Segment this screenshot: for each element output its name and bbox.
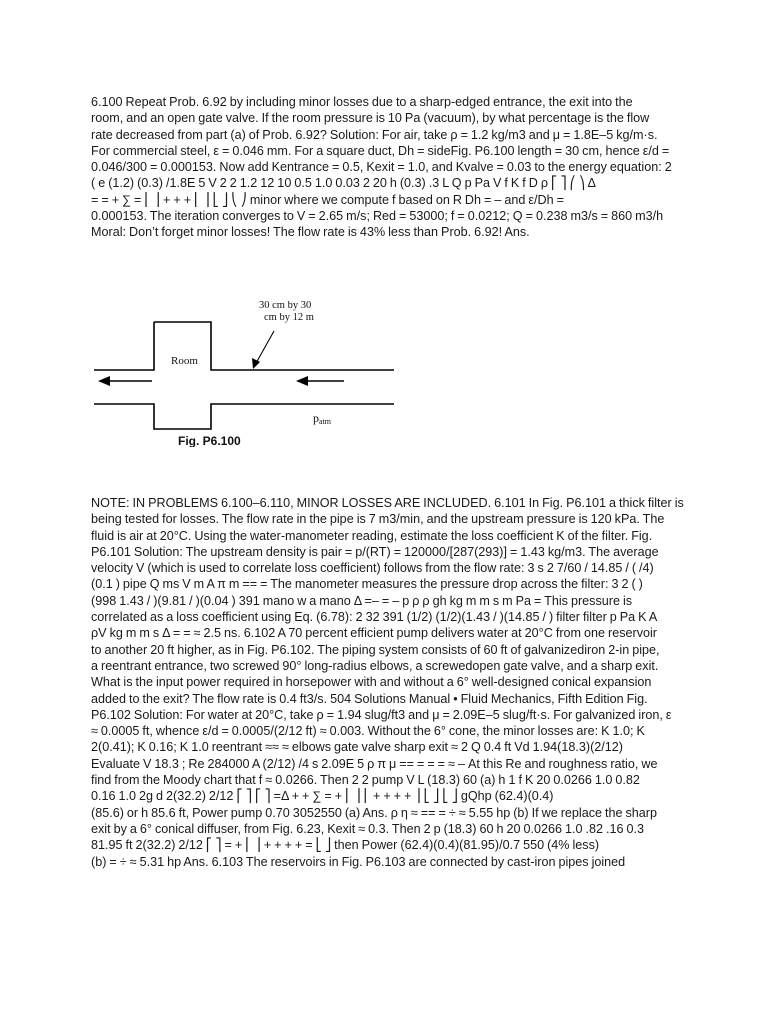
duct-dimension-line-2: cm by 12 m — [264, 312, 314, 323]
problems-6-101-to-6-103-text: NOTE: IN PROBLEMS 6.100–6.110, MINOR LOSSES ARE INCLUDED. 6.101 In Fig. P6.101 a thick filter is being tested for losses. The flow rate in the pipe is 7 m3/min, and the upstream pressure is 120 kPa. The fluid is air at 20°C. Using the water-manometer reading, estimate the loss coefficient K of the filter. Fig. P6.101 Solution: The upstream density is pair = p/(RT) = 120000/[287(293)] = 1.43 kg/m3. The average velocity V (which is used to correlate loss coefficient) follows from the flow rate: 3 s 2 7/60 / 14.85 / ( /4) (0.1 ) pipe Q ms V m A π m == = The manometer measures the pressure drop across the filter: 3 2 ( ) (998 1.43 / )(9.81 / )(0.04 ) 391 mano w a mano Δ =– = – p ρ ρ gh kg m m s m Pa = This pressure is correlated as a loss coefficient using Eq. (6.78): 2 32 391 (1/2) (1/2)(1.43 / )(14.85 / ) filter filter p Pa K A ρV kg m m s Δ = = ≈ 2.5 ns. 6.102 A 70 percent efficient pump delivers water at 20°C from one reservoir to another 20 ft higher, as in Fig. P6.102. The piping system consists of 60 ft of galvanizediron 2-in pipe, a reentrant entrance, two screwed 90° long-radius elbows, a screwedopen gate valve, and a sharp exit. What is the input power required in horsepower with and without a 6° well-designed conical expansion added to the exit? The flow rate is 0.4 ft3/s. 504 Solutions Manual • Fluid Mechanics, Fifth Edition Fig. P6.102 Solution: For water at 20°C, take ρ = 1.94 slug/ft3 and μ = 2.09E–5 slug/ft·s. For galvanized iron, ε ≈ 0.0005 ft, whence ε/d = 0.0005/(2/12 ft) ≈ 0.003. Without the 6° cone, the minor losses are: K 1.0; K 2(0.41); K 0.16; K 1.0 reentrant ≈≈ ≈ elbows gate valve sharp exit ≈ 2 Q 0.4 ft Vd 1.94(18.3)(2/12) Evaluate V 18.3 ; Re 284000 A (2/12) /4 s 2.09E 5 ρ π μ == = = = ≈ – At this Re and roughness ratio, we find from the Moody chart that f ≈ 0.0266. Then 2 2 pump V L (18.3) 60 (a) h 1 f K 20 0.0266 1.0 0.82 0.16 1.0 2g d 2(32.2) 2/12 ⎡ ⎤ ⎡ ⎤ =Δ + + ∑ = + ⎢ ⎥ ⎢ + + + + ⎥ ⎣ ⎦ ⎣ ⎦ gQhp (62.4)(0.4) (85.6) or h 85.6 ft, Power pump 0.70 3052550 (a) Ans. ρ η ≈ == = ÷ ≈ 5.55 hp (b) If we replace the sharp exit by a 6° conical diffuser, from Fig. 6.23, Kexit ≈ 0.3. Then 2 p (18.3) 60 h 20 0.0266 1.0 .82 .16 0.3 81.95 ft 2(32.2) 2/12 ⎡ ⎤ = + ⎢ ⎥ + + + + = ⎣ ⎦ then Power (62.4)(0.4)(81.95)/0.7 550 (4% less) (b) = ÷ ≈ 5.31 hp Ans. 6.103 The reservoirs in Fig. P6.103 are connected by cast-iron pipes joined — [91, 496, 684, 869]
figure-p6-100 — [94, 295, 394, 447]
duct-dimension-line-1: 30 cm by 30 — [259, 300, 312, 311]
problem-6-100-text: 6.100 Repeat Prob. 6.92 by including minor losses due to a sharp-edged entrance, the exit into the room, and an open gate valve. If the room pressure is 10 Pa (vacuum), by what percentage is the flow rate decreased from part (a) of Prob. 6.92? Solution: For air, take ρ = 1.2 kg/m3 and μ = 1.8E–5 kg/m·s. For commercial steel, ε = 0.046 mm. For a square duct, Dh = sideFig. P6.100 length = 30 cm, hence ε/d = 0.046/300 = 0.000153. Now add Kentrance = 0.5, Kexit = 1.0, and Kvalve = 0.03 to the energy equation: 2 ( e (1.2) (0.3) /1.8E 5 V 2 2 1.2 12 10 0.5 1.0 0.03 2 20 h (0.3) .3 L Q p Pa V f K f D ρ ⎡ ⎤ ⎛ ⎞ Δ = = + ∑ = ⎢ ⎥ + + + ⎜ ⎟ ⎣ ⎦ ⎝ ⎠ minor where we compute f based on R Dh = – and ε/Dh = 0.000153. The iteration converges to V = 2.65 m/s; Red = 53000; f = 0.0212; Q = 0.238 m3/s = 860 m3/h Moral: Don’t forget minor losses! The flow rate is 43% less than Prob. 6.92! Ans. — [91, 95, 672, 240]
room-label: Room — [171, 355, 198, 367]
right-flow-arrow — [296, 376, 344, 386]
p-atm-label: patm — [313, 411, 331, 426]
room-duct-diagram — [94, 295, 394, 447]
room-bottom-wall — [94, 404, 394, 429]
left-flow-arrow — [98, 376, 152, 386]
room-left-wall — [94, 322, 154, 370]
annotation-pointer — [252, 331, 274, 369]
figure-caption: Fig. P6.100 — [178, 434, 241, 447]
